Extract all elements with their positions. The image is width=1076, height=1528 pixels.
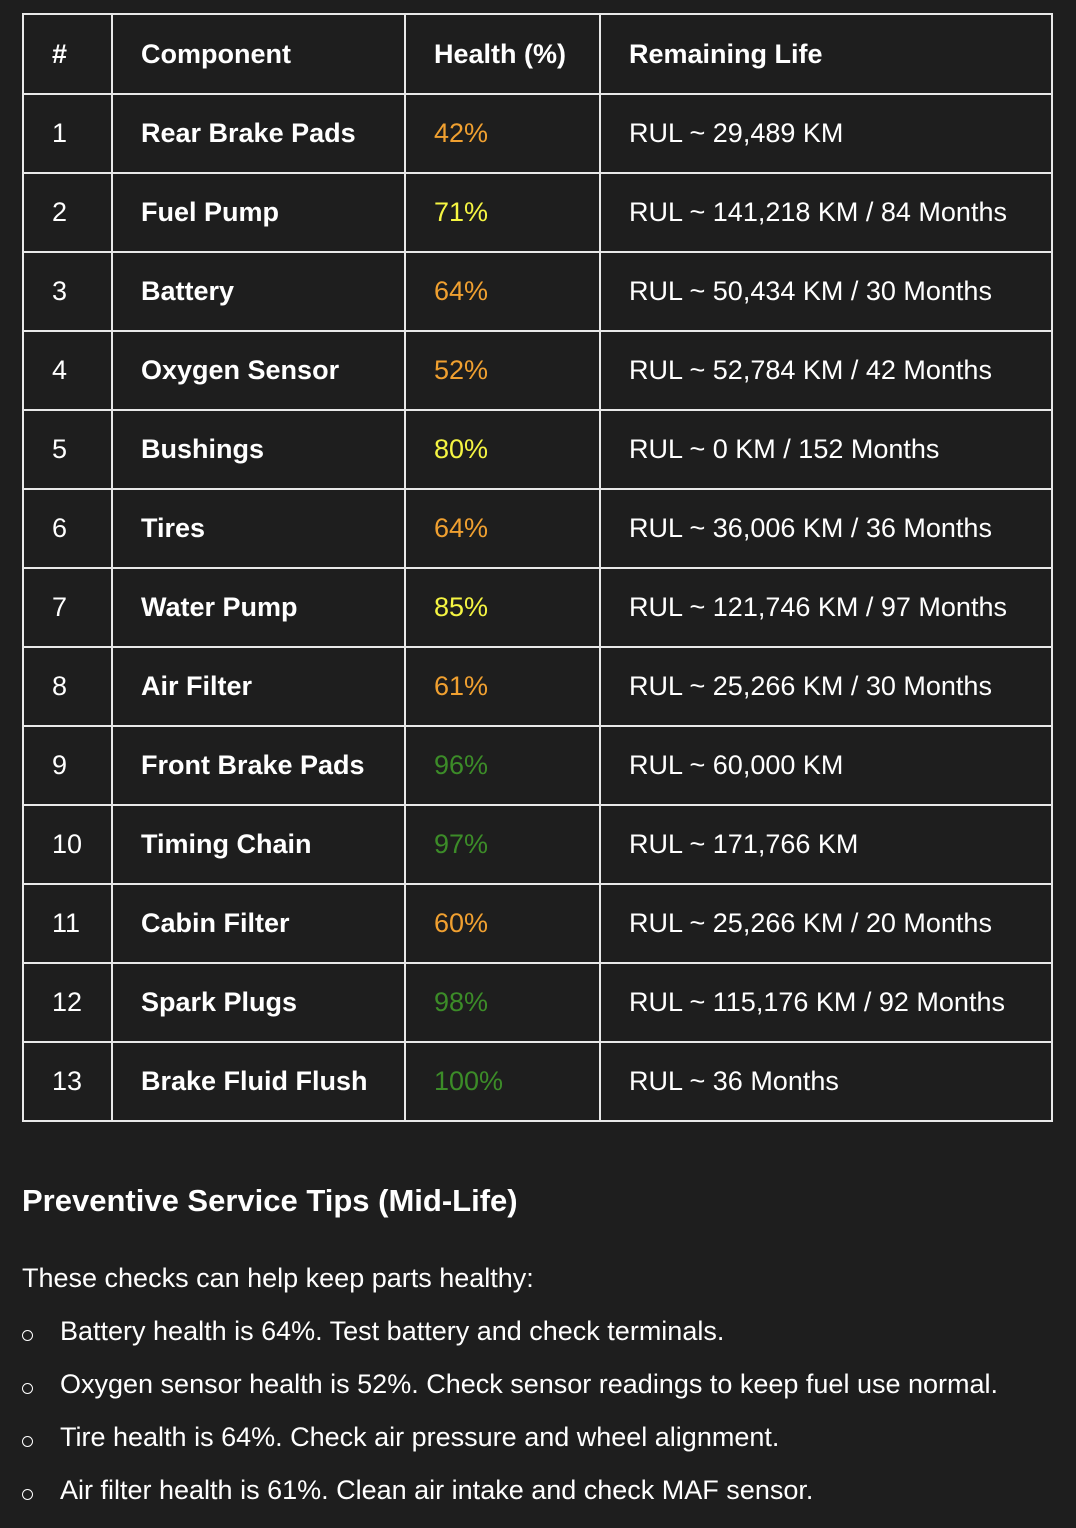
circle-bullet-icon [22,1436,33,1447]
health-value: 80% [405,410,600,489]
remaining-life: RUL ~ 171,766 KM [600,805,1052,884]
component-health-table [22,13,1053,1122]
health-value: 97% [405,805,600,884]
row-number: 6 [23,489,112,568]
table-row [23,410,1052,489]
row-number: 10 [23,805,112,884]
health-value: 71% [405,173,600,252]
table-row [23,94,1052,173]
header-number: # [23,14,112,94]
table-row [23,568,1052,647]
remaining-life: RUL ~ 60,000 KM [600,726,1052,805]
component-name: Bushings [112,410,405,489]
row-number: 11 [23,884,112,963]
table-row [23,647,1052,726]
component-name: Oxygen Sensor [112,331,405,410]
table-row [23,884,1052,963]
health-value: 96% [405,726,600,805]
row-number: 9 [23,726,112,805]
row-number: 2 [23,173,112,252]
health-value: 52% [405,331,600,410]
table-row [23,489,1052,568]
circle-bullet-icon [22,1489,33,1500]
remaining-life: RUL ~ 121,746 KM / 97 Months [600,568,1052,647]
header-component: Component [112,14,405,94]
remaining-life: RUL ~ 52,784 KM / 42 Months [600,331,1052,410]
table-row [23,963,1052,1042]
remaining-life: RUL ~ 141,218 KM / 84 Months [600,173,1052,252]
row-number: 13 [23,1042,112,1121]
table-row [23,805,1052,884]
tip-item [22,1316,1062,1369]
remaining-life: RUL ~ 29,489 KM [600,94,1052,173]
row-number: 8 [23,647,112,726]
table-row [23,252,1052,331]
remaining-life: RUL ~ 25,266 KM / 30 Months [600,647,1052,726]
circle-bullet-icon [22,1330,33,1341]
remaining-life: RUL ~ 115,176 KM / 92 Months [600,963,1052,1042]
header-health: Health (%) [405,14,600,94]
component-name: Timing Chain [112,805,405,884]
table-header-row [23,14,1052,94]
health-value: 64% [405,489,600,568]
component-name: Spark Plugs [112,963,405,1042]
component-name: Cabin Filter [112,884,405,963]
component-name: Air Filter [112,647,405,726]
row-number: 5 [23,410,112,489]
row-number: 4 [23,331,112,410]
component-name: Front Brake Pads [112,726,405,805]
tip-item [22,1475,1062,1528]
health-value: 42% [405,94,600,173]
health-value: 85% [405,568,600,647]
health-value: 60% [405,884,600,963]
health-value: 98% [405,963,600,1042]
remaining-life: RUL ~ 36,006 KM / 36 Months [600,489,1052,568]
component-name: Tires [112,489,405,568]
row-number: 1 [23,94,112,173]
tip-item [22,1422,1062,1475]
header-remaining-life: Remaining Life [600,14,1052,94]
component-name: Water Pump [112,568,405,647]
tip-text: Oxygen sensor health is 52%. Check sensor readings to keep fuel use normal. [60,1369,999,1399]
remaining-life: RUL ~ 0 KM / 152 Months [600,410,1052,489]
tip-text: Tire health is 64%. Check air pressure and wheel alignment. [60,1422,780,1452]
remaining-life: RUL ~ 50,434 KM / 30 Months [600,252,1052,331]
content [22,13,1051,1505]
row-number: 12 [23,963,112,1042]
remaining-life: RUL ~ 25,266 KM / 20 Months [600,884,1052,963]
table-row [23,726,1052,805]
tip-item [22,1369,1062,1422]
component-name: Battery [112,252,405,331]
table-row [23,331,1052,410]
tips-list [22,1316,1062,1528]
tips-intro: These checks can help keep parts healthy: [22,1263,534,1293]
row-number: 3 [23,252,112,331]
table-row [23,1042,1052,1121]
tip-text: Air filter health is 61%. Clean air intake and check MAF sensor. [60,1475,814,1505]
component-name: Fuel Pump [112,173,405,252]
component-name: Rear Brake Pads [112,94,405,173]
health-value: 64% [405,252,600,331]
tips-heading: Preventive Service Tips (Mid-Life) [22,1183,518,1218]
health-value: 61% [405,647,600,726]
health-value: 100% [405,1042,600,1121]
component-name: Brake Fluid Flush [112,1042,405,1121]
row-number: 7 [23,568,112,647]
table-row [23,173,1052,252]
tip-text: Battery health is 64%. Test battery and check terminals. [60,1316,725,1346]
remaining-life: RUL ~ 36 Months [600,1042,1052,1121]
circle-bullet-icon [22,1383,33,1394]
